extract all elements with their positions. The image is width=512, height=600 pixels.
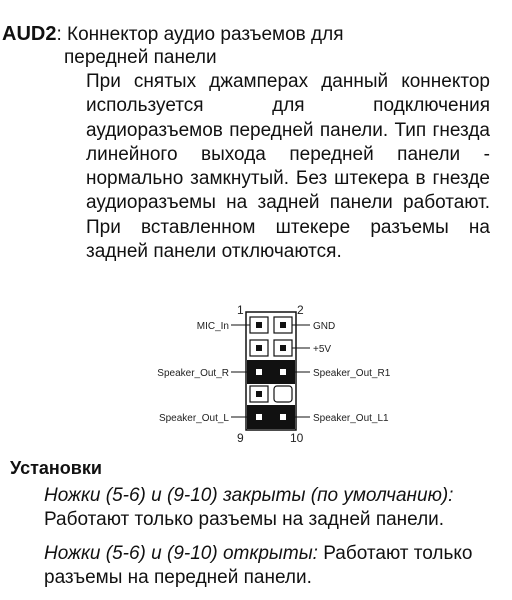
connector-title-continued: передней панели — [64, 47, 217, 68]
installation-title: Установки — [10, 458, 102, 478]
setting-open-result: Работают только разъемы на передней панели. — [44, 543, 473, 588]
label-speaker-out-r1: Speaker_Out_R1 — [313, 368, 391, 379]
label-speaker-out-r: Speaker_Out_R — [157, 368, 229, 379]
pin-8-key — [274, 386, 292, 402]
pin-1-dot — [256, 322, 262, 328]
setting-closed — [44, 484, 504, 532]
pin-10-dot — [280, 414, 286, 420]
setting-open — [44, 542, 504, 590]
label-5v: +5V — [313, 344, 332, 355]
jumper-9-10 — [247, 405, 295, 429]
label-speaker-out-l: Speaker_Out_L — [158, 413, 229, 424]
connector-code: AUD2 — [2, 23, 57, 45]
jumper-5-6 — [247, 360, 295, 384]
pin-number-9: 9 — [237, 431, 244, 445]
connector-description: При снятых джамперах данный коннектор используется для подключения аудиоразъемов передней панели. Тип гнезда линейного выхода передней панели - нормально замкнутый. Без штекера в гнезде аудиоразъемы на задней панели работают. При вставленном штекере разъемы на задней панели отключаются. — [86, 71, 490, 263]
pin-2-dot — [280, 322, 286, 328]
pin-number-1: 1 — [237, 303, 244, 317]
setting-closed-result: Работают только разъемы на задней панели. — [44, 509, 445, 530]
setting-open-condition: Ножки (5-6) и (9-10) открыты: — [44, 543, 318, 564]
label-gnd: GND — [313, 321, 336, 332]
label-mic-in: MIC_In — [196, 321, 229, 332]
pin-6-dot — [280, 369, 286, 375]
pin-number-10: 10 — [290, 431, 304, 445]
connector-title: : Коннектор аудио разъемов для — [56, 24, 344, 45]
connector-heading — [2, 22, 344, 47]
pin-header-diagram — [140, 302, 440, 448]
pin-3-dot — [256, 345, 262, 351]
pin-number-2: 2 — [297, 303, 304, 317]
pin-9-dot — [256, 414, 262, 420]
setting-closed-condition: Ножки (5-6) и (9-10) закрыты (по умолчанию): — [44, 485, 454, 506]
pin-5-dot — [256, 369, 262, 375]
label-speaker-out-l1: Speaker_Out_L1 — [313, 413, 389, 424]
pin-4-dot — [280, 345, 286, 351]
pin-7-dot — [256, 391, 262, 397]
